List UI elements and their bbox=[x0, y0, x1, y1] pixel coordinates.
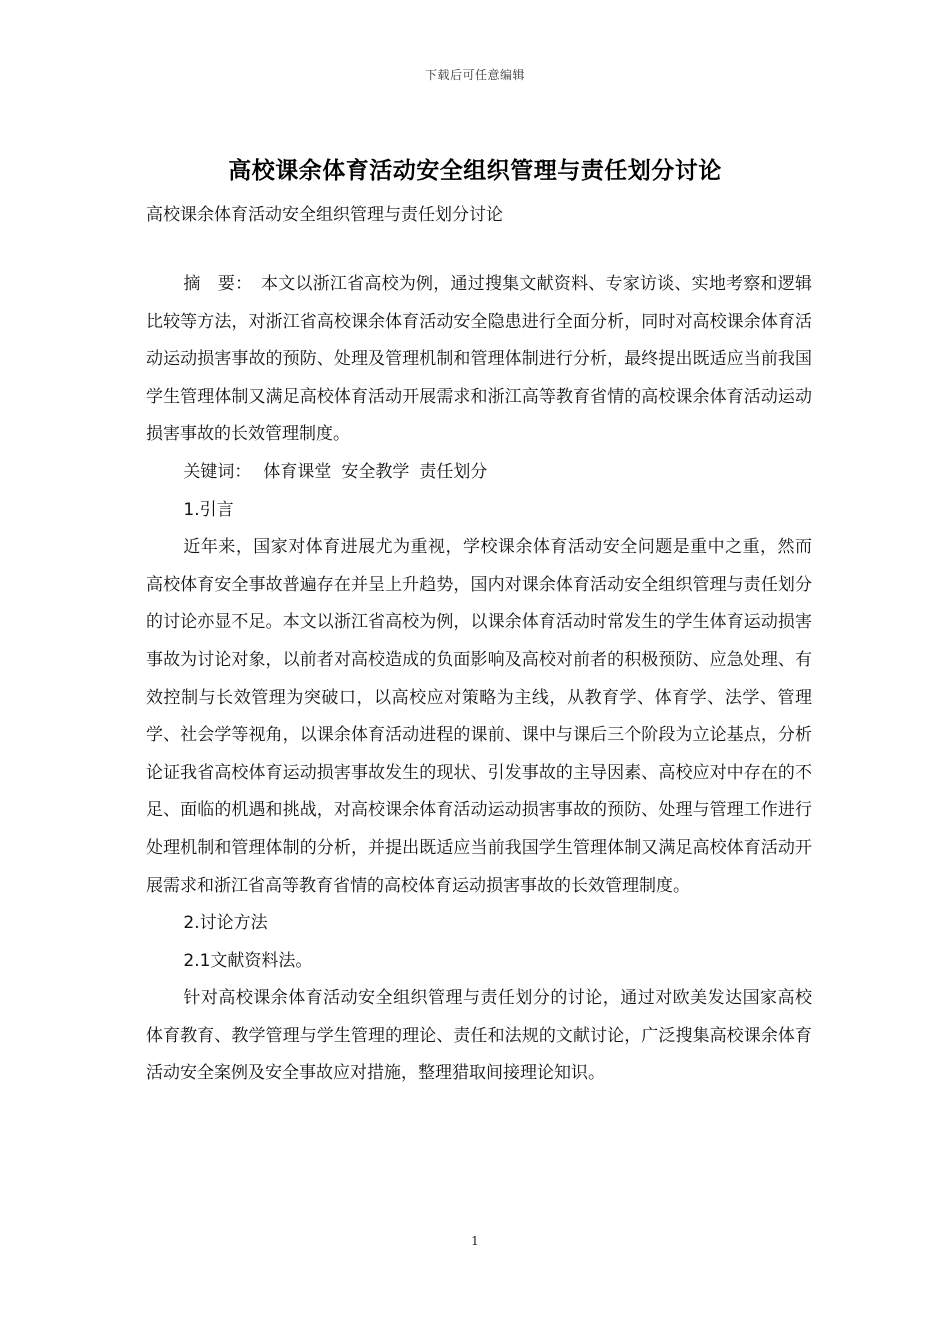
document-title: 高校课余体育活动安全组织管理与责任划分讨论 bbox=[228, 158, 722, 184]
header-note: 下载后可任意编辑 bbox=[424, 68, 525, 82]
section-heading-introduction: 1.引言 bbox=[183, 499, 234, 520]
introduction-paragraph: 近年来，国家对体育进展尤为重视，学校课余体育活动安全问题是重中之重，然而高校体育安全事故普遍存在并呈上升趋势，国内对课余体育活动安全组织管理与责任划分的讨论亦显不足。本文以浙江省高校为例，以课余体育活动时常发生的学生体育运动损害事故为讨论对象，以前者对高校造成的负面影响及高校对前者的积极预防、应急处理、有效控制与长效管理为突破口，以高校应对策略为主线，从教育学、体育学、法学、管理学、社会学等视角，以课余体育活动进程的课前、课中与课后三个阶段为立论基点，分析论证我省高校体育运动损害事故发生的现状、引发事故的主导因素、高校应对中存在的不足、面临的机遇和挑战，对高校课余体育活动运动损害事故的预防、处理与管理工作进行处理机制和管理体制的分析，并提出既适应当前我国学生管理体制又满足高校体育活动开展需求和浙江省高等教育省情的高校体育运动损害事故的长效管理制度。 bbox=[146, 537, 812, 896]
literature-paragraph: 针对高校课余体育活动安全组织管理与责任划分的讨论，通过对欧美发达国家高校体育教育、教学管理与学生管理的理论、责任和法规的文献讨论，广泛搜集高校课余体育活动安全案例及安全事故应对措施，整理猎取间接理论知识。 bbox=[146, 988, 812, 1084]
page-number: 1 bbox=[471, 1234, 479, 1248]
keyword-item: 体育课堂 bbox=[263, 461, 332, 482]
keywords-label: 关键词： bbox=[183, 461, 252, 482]
keywords-paragraph bbox=[146, 454, 812, 492]
section-heading-methods: 2.讨论方法 bbox=[183, 913, 268, 934]
abstract-paragraph: 摘 要： 本文以浙江省高校为例，通过搜集文献资料、专家访谈、实地考察和逻辑比较等方法，对浙江省高校课余体育活动安全隐患进行全面分析，同时对高校课余体育活动运动损害事故的预防、处理及管理机制和管理体制进行分析，最终提出既适应当前我国学生管理体制又满足高校体育活动开展需求和浙江高等教育省情的高校课余体育活动运动损害事故的长效管理制度。 bbox=[146, 274, 812, 445]
keyword-item: 责任划分 bbox=[419, 461, 488, 482]
keyword-item: 安全教学 bbox=[341, 461, 410, 482]
document-body bbox=[146, 266, 812, 1093]
subsection-heading-literature: 2.1文献资料法。 bbox=[183, 950, 313, 971]
document-subtitle: 高校课余体育活动安全组织管理与责任划分讨论 bbox=[146, 205, 503, 225]
